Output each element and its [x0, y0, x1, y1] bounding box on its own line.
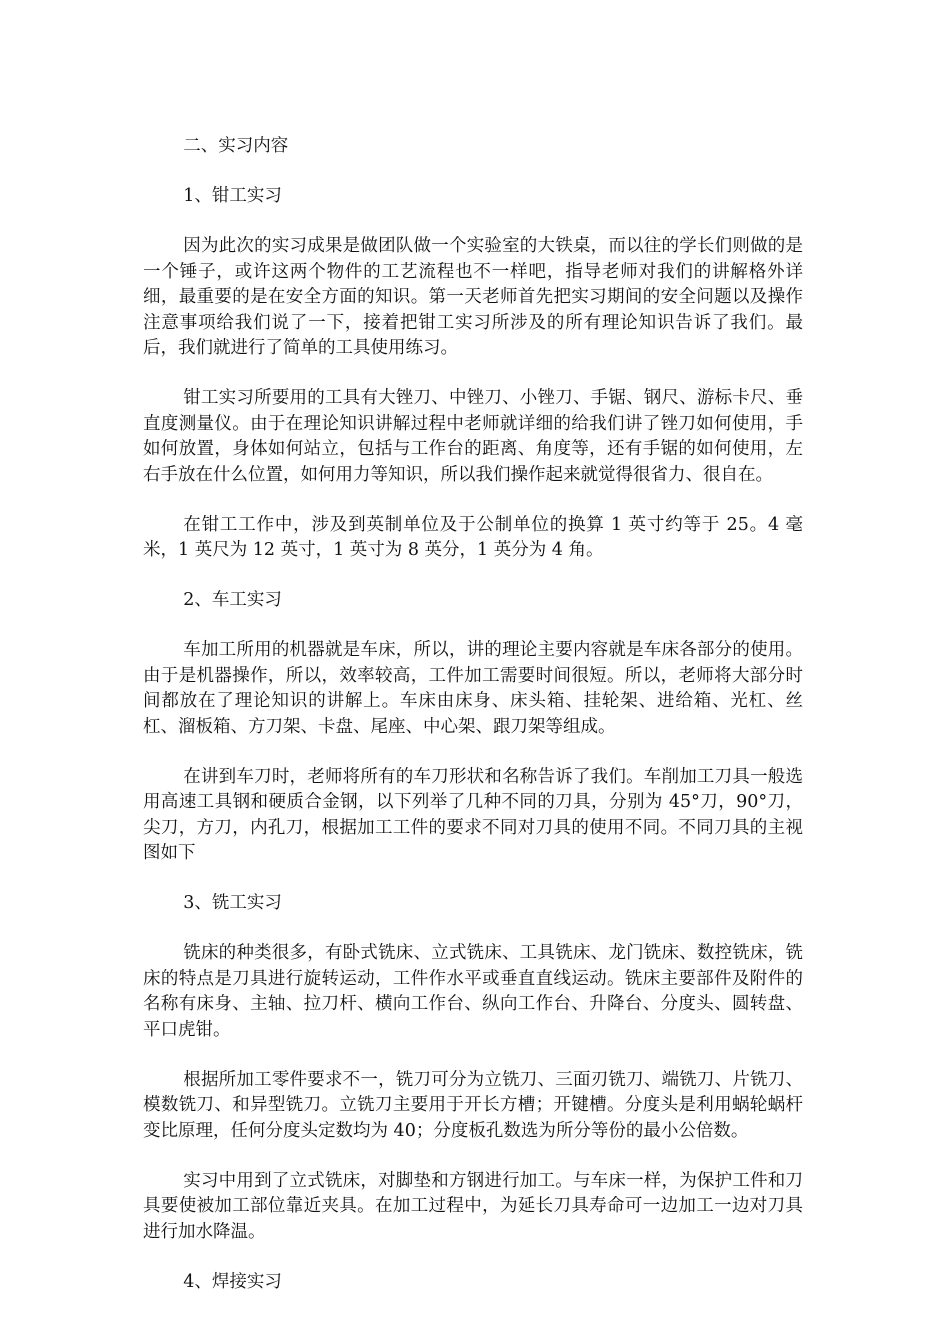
- paragraph: 车加工所用的机器就是车床，所以，讲的理论主要内容就是车床各部分的使用。由于是机器操作，所以，效率较高，工件加工需要时间很短。所以，老师将大部分时间都放在了理论知识的讲解上。车床由床身、床头箱、挂轮架、进给箱、光杠、丝杠、溜板箱、方刀架、卡盘、尾座、中心架、跟刀架等组成。: [143, 640, 803, 737]
- paragraph: 根据所加工零件要求不一，铣刀可分为立铣刀、三面刃铣刀、端铣刀、片铣刀、模数铣刀、和异型铣刀。立铣刀主要用于开长方槽；开键槽。分度头是利用蜗轮蜗杆变比原理，任何分度头定数均为 40；分度板孔数选为所分等份的最小公倍数。: [143, 1069, 803, 1141]
- subsection-heading-fitter: 1、钳工实习: [183, 186, 282, 206]
- paragraph: 在讲到车刀时，老师将所有的车刀形状和名称告诉了我们。车削加工刀具一般选用高速工具钢和硬质合金钢，以下列举了几种不同的刀具，分别为 45°刀，90°刀，尖刀，方刀，内孔刀，根据加工工件的要求不同对刀具的使用不同。不同刀具的主视图如下: [143, 766, 803, 863]
- paragraph: 因为此次的实习成果是做团队做一个实验室的大铁桌，而以往的学长们则做的是一个锤子，或许这两个物件的工艺流程也不一样吧，指导老师对我们的讲解格外详细，最重要的是在安全方面的知识。第一天老师首先把实习期间的安全问题以及操作注意事项给我们说了一下，接着把钳工实习所涉及的所有理论知识告诉了我们。最后，我们就进行了简单的工具使用练习。: [143, 236, 803, 358]
- paragraph: 在钳工工作中，涉及到英制单位及于公制单位的换算 1 英寸约等于 25。4 毫米，1 英尺为 12 英寸，1 英寸为 8 英分，1 英分为 4 角。: [143, 514, 803, 560]
- section-heading: 二、实习内容: [183, 136, 289, 156]
- paragraph: 钳工实习所要用的工具有大锉刀、中锉刀、小锉刀、手锯、钢尺、游标卡尺、垂直度测量仪。由于在理论知识讲解过程中老师就详细的给我们讲了锉刀如何使用，手如何放置，身体如何站立，包括与工作台的距离、角度等，还有手锯的如何使用，左右手放在什么位置，如何用力等知识，所以我们操作起来就觉得很省力、很自在。: [143, 388, 803, 485]
- subsection-heading-turning: 2、车工实习: [183, 590, 282, 610]
- document-body: [143, 134, 803, 1320]
- subsection-heading-welding: 4、焊接实习: [183, 1271, 282, 1292]
- subsection-heading-milling: 3、铣工实习: [183, 893, 282, 913]
- paragraph: 铣床的种类很多，有卧式铣床、立式铣床、工具铣床、龙门铣床、数控铣床，铣床的特点是刀具进行旋转运动，工件作水平或垂直直线运动。铣床主要部件及附件的名称有床身、主轴、拉刀杆、横向工作台、纵向工作台、升降台、分度头、圆转盘、平口虎钳。: [143, 943, 803, 1040]
- paragraph: 实习中用到了立式铣床，对脚垫和方钢进行加工。与车床一样，为保护工件和刀具要使被加工部位靠近夹具。在加工过程中，为延长刀具寿命可一边加工一边对刀具进行加水降温。: [143, 1170, 803, 1242]
